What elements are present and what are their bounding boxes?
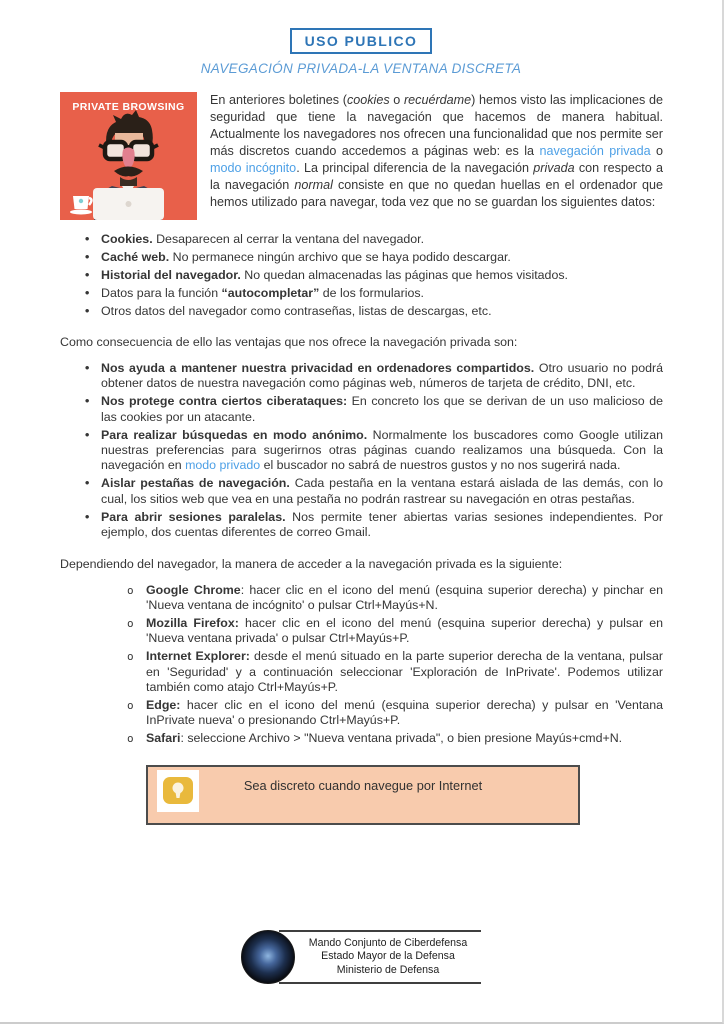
text-segment: normal [294, 178, 333, 192]
list-item-safari [127, 731, 663, 746]
inline-link[interactable]: modo privado [185, 458, 261, 473]
inline-link[interactable]: modo incógnito [210, 161, 297, 175]
list-item-text [101, 304, 663, 319]
list-item-text [101, 361, 663, 392]
text-segment: Google Chrome [146, 582, 241, 597]
text-segment: con respecto a la navegación [210, 161, 663, 192]
text-segment: “autocompletar” [221, 285, 320, 300]
intro-section [60, 92, 663, 220]
list-item-text [146, 649, 663, 695]
text-segment: En concreto los que se derivan de un uso malicioso de las cookies por un atacante. [101, 394, 663, 424]
bullet-icon: • [85, 232, 90, 246]
text-segment: el buscador no sabrá de nuestros gustos y no nos sugerirá nada. [260, 458, 621, 473]
tip-text: Sea discreto cuando navegue por Internet [243, 777, 483, 793]
bullet-icon: • [85, 509, 90, 524]
bullet-icon: • [85, 267, 90, 282]
text-segment: Mozilla Firefox: [146, 615, 239, 630]
text-segment: privada [533, 161, 575, 175]
list-item [85, 232, 663, 247]
text-segment: Para realizar búsquedas en modo anónimo. [101, 427, 368, 442]
circle-bullet-icon: o [127, 732, 134, 746]
list-item [85, 250, 663, 265]
text-segment: Normalmente los buscadores como Google utilizan nuestras preferencias para sugerirnos otras páginas cuando realizamos una búsqueda. Con la navegación en [101, 427, 663, 473]
text-segment: Desaparecen al cerrar la ventana del navegador. [152, 232, 425, 246]
text-segment: Cookies. [101, 232, 153, 246]
illustration-caption: PRIVATE BROWSING [72, 101, 185, 113]
list-item [85, 476, 663, 507]
list-item-text [101, 428, 663, 474]
list-item-text [101, 232, 663, 247]
list-item-text [101, 476, 663, 507]
data-not-saved-list [85, 232, 663, 319]
list-item-edge [127, 698, 663, 729]
text-segment: consiste en que no quedan huellas en el ordenador que hemos utilizado para navegar, toda vez que no se guardan los siguientes datos: [210, 178, 663, 209]
bullet-icon: • [85, 476, 90, 491]
text-segment: Cada pestaña en la ventana estará aislada de las demás, con lo cual, los sitios web que vea en una pestaña no podrán rastrear su navegación en otras pestañas. [101, 476, 664, 506]
list-item [85, 510, 663, 541]
text-segment: Nos permite tener abiertas varias sesiones independientes. Por ejemplo, dos cuentas diferentes de correo Gmail. [101, 509, 664, 540]
text-segment: o [650, 144, 663, 158]
circle-bullet-icon: o [127, 650, 134, 664]
text-segment: En anteriores boletines ( [210, 93, 347, 107]
tip-callout [146, 765, 580, 825]
list-item-text [146, 583, 663, 614]
lightbulb-icon [157, 770, 199, 812]
list-item-text [146, 616, 663, 647]
text-segment: Datos para la función [101, 285, 222, 300]
text-segment: Nos ayuda a mantener nuestra privacidad en ordenadores compartidos. [101, 361, 535, 376]
benefits-lead: Como consecuencia de ello las ventajas que nos ofrece la navegación privada son: [60, 335, 518, 350]
circle-bullet-icon: o [127, 698, 134, 712]
classification-badge [290, 28, 433, 54]
list-item-firefox [127, 616, 663, 647]
list-item-text [101, 268, 663, 283]
text-segment: : hacer clic en el icono del menú (esquina superior derecha) y pinchar en 'Nueva ventana de incógnito' o pulsar Ctrl+Mayús+N. [146, 582, 664, 612]
text-segment: Internet Explorer: [146, 649, 250, 664]
text-segment: No permanece ningún archivo que se haya podido descargar. [169, 249, 511, 264]
list-item-text [101, 394, 663, 425]
list-item [85, 304, 663, 319]
classification-badge-label: USO PUBLICO [304, 33, 418, 49]
footer-org-line: Estado Mayor de la Defensa [321, 950, 455, 963]
text-segment: : seleccione Archivo > "Nueva ventana privada", o bien presione Mayús+cmd+N. [180, 731, 623, 746]
text-segment: ) hemos visto las implicaciones de seguridad que tiene la navegación que hacemos de manera habitual. Actualmente los navegadores nos ofrecen una funcionalidad que nos permite ser más discretos cuando accedemos a páginas web: es la [210, 93, 663, 158]
text-segment: Historial del navegador. [101, 267, 241, 282]
text-segment: recuérdame [403, 93, 472, 107]
text-segment: Otro usuario no podrá obtener datos de nuestra navegación como páginas web, números de tarjeta de crédito, DNI, etc. [101, 361, 663, 391]
ministry-emblem-logo [241, 930, 295, 984]
text-segment: Para abrir sesiones paralelas. [101, 509, 286, 524]
list-item [85, 394, 663, 425]
text-segment: cookies [346, 93, 390, 107]
text-segment: Edge: [146, 697, 181, 712]
list-item-text [146, 731, 663, 746]
list-item-text [101, 286, 663, 301]
text-segment: hacer clic en el icono del menú (esquina superior derecha) y pulsar en 'Nueva ventana privada' o pulsar Ctrl+Mayús+P. [146, 615, 663, 646]
intro-paragraph [210, 92, 663, 220]
circle-bullet-icon: o [127, 616, 134, 630]
footer-org-line: Mando Conjunto de Ciberdefensa [308, 936, 468, 949]
text-segment: Caché web. [101, 249, 170, 264]
list-item [85, 286, 663, 301]
list-item-text [146, 698, 663, 729]
list-item-internet-explorer [127, 649, 663, 695]
list-item [85, 361, 663, 392]
bullet-icon: • [85, 303, 90, 318]
bullet-icon: • [85, 361, 90, 376]
text-segment: o [389, 93, 404, 107]
footer [0, 930, 722, 984]
inline-link[interactable]: navegación privada [539, 144, 651, 158]
list-item-chrome [127, 583, 663, 614]
bullet-icon: • [85, 249, 90, 264]
list-item [85, 428, 663, 474]
text-segment: Aislar pestañas de navegación. [101, 476, 290, 491]
private-browsing-illustration [60, 92, 197, 220]
text-segment: Otros datos del navegador como contraseñas, listas de descargas, etc. [101, 303, 492, 318]
browsers-list [127, 583, 663, 747]
bullet-icon: • [85, 427, 90, 442]
list-item [85, 268, 663, 283]
text-segment: . La principal diferencia de la navegación [296, 161, 534, 175]
footer-org-block [279, 930, 481, 984]
text-segment: Nos protege contra ciertos ciberataques: [101, 394, 348, 409]
browsers-lead: Dependiendo del navegador, la manera de acceder a la navegación privada es la siguiente: [60, 556, 563, 571]
bullet-icon: • [85, 394, 90, 409]
page-title: NAVEGACIÓN PRIVADA-LA VENTANA DISCRETA [200, 61, 522, 76]
text-segment: de los formularios. [319, 285, 424, 300]
list-item-text [101, 250, 663, 265]
bullet-icon: • [85, 285, 90, 300]
circle-bullet-icon: o [127, 583, 134, 597]
benefits-list [85, 361, 663, 540]
list-item-text [101, 510, 663, 541]
text-segment: No quedan almacenadas las páginas que hemos visitados. [240, 267, 568, 282]
text-segment: desde el menú situado en la parte superior derecha de la ventana, pulsar en 'Seguridad' y a continuación seleccionar 'Exploración de InPrivate'. Podemos utilizar también como atajo Ctrl+Mayús+P. [146, 649, 663, 694]
footer-org-line: Ministerio de Defensa [336, 963, 440, 976]
text-segment: Safari [146, 731, 181, 746]
text-segment: hacer clic en el icono del menú (esquina superior derecha) y pulsar en 'Ventana InPrivate nueva' o presionando Ctrl+Mayús+P. [146, 697, 663, 728]
